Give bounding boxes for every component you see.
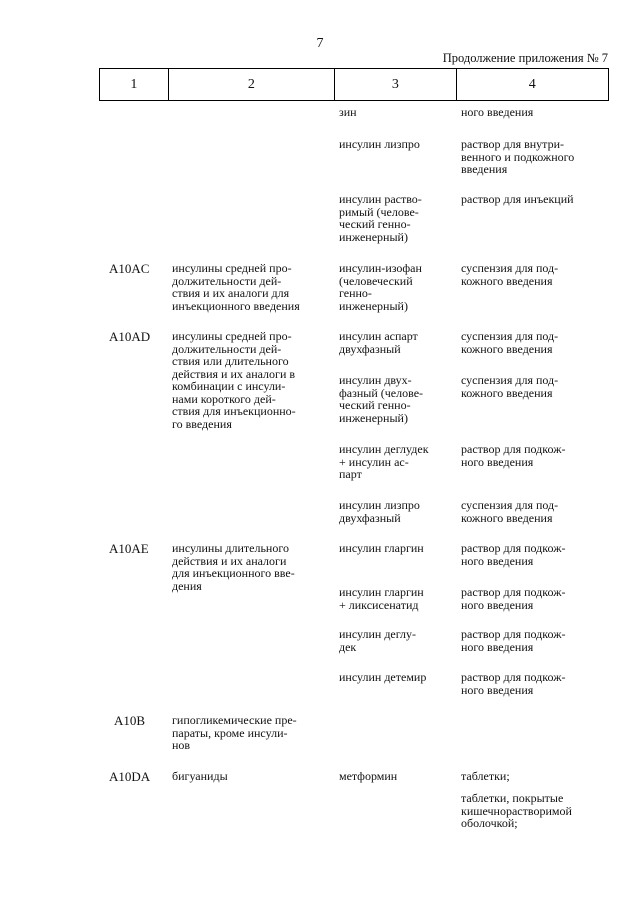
table-cell-form: раствор для подкож- ного введения (461, 627, 566, 654)
header-col-4: 4 (528, 76, 536, 92)
table-cell-substance: зин (339, 105, 357, 119)
table-cell-code: A10DA (109, 769, 151, 784)
table-cell-substance: инсулин детемир (339, 670, 427, 684)
table-cell-group: бигуаниды (172, 769, 228, 783)
table-cell-substance: инсулин гларгин (339, 541, 424, 555)
table-cell-form: таблетки; (461, 769, 510, 783)
table-cell-form: суспензия для под- кожного введения (461, 261, 559, 288)
header-col-2: 2 (169, 69, 335, 100)
table-cell-substance: инсулин деглу- дек (339, 627, 417, 654)
table-cell-substance: инсулин двух- фазный (челове- ческий генно- инженерный) (339, 373, 424, 425)
table-cell-substance: инсулин раство- римый (челове- ческий генно- инженерный) (339, 192, 422, 244)
table-cell-substance: инсулин лизпро двухфазный (339, 498, 420, 525)
header-col-1: 1 (100, 69, 169, 100)
page-number: 7 (316, 36, 324, 51)
table-cell-code: A10AD (109, 329, 151, 344)
table-cell-form: суспензия для под- кожного введения (461, 329, 559, 356)
table-cell-form: раствор для инъекций (461, 192, 574, 206)
table-cell-group: гипогликемические пре- параты, кроме инсули- нов (172, 713, 297, 752)
table-cell-code: A10AE (109, 541, 149, 556)
table-cell-code: A10AC (109, 261, 150, 276)
table-cell-substance: метформин (339, 769, 398, 783)
table-cell-substance: инсулин гларгин + ликсисенатид (339, 585, 424, 612)
table-cell-form: раствор для внутри- венного и подкожного введения (461, 137, 575, 176)
table-cell-form: раствор для подкож- ного введения (461, 541, 566, 568)
table-cell-substance: инсулин аспарт двухфазный (339, 329, 418, 356)
table-cell-group: инсулины средней про- должительности дей- ствия и их аналоги для инъекционного введения (172, 261, 300, 313)
table-cell-form: таблетки, покрытые кишечнорастворимой оболочкой; (461, 791, 572, 830)
table-header (99, 68, 609, 101)
table-cell-substance: инсулин-изофан (человеческий генно- инженерный) (339, 261, 422, 313)
table-cell-form: раствор для подкож- ного введения (461, 670, 566, 697)
table-cell-form: суспензия для под- кожного введения (461, 373, 559, 400)
table-cell-form: ного введения (461, 105, 534, 119)
table-cell-code: A10B (114, 713, 146, 728)
table-cell-substance: инсулин деглудек + инсулин ас- парт (339, 442, 429, 481)
continuation-label: Продолжение приложения № 7 (442, 51, 608, 65)
table-cell-form: раствор для подкож- ного введения (461, 442, 566, 469)
table-cell-form: суспензия для под- кожного введения (461, 498, 559, 525)
header-col-3: 3 (335, 69, 457, 100)
table-cell-substance: инсулин лизпро (339, 137, 420, 151)
table-cell-group: инсулины длительного действия и их аналоги для инъекционного вве- дения (172, 541, 295, 593)
table-cell-group: инсулины средней про- должительности дей- ствия или длительного действия и их аналоги в комбинации с инсули- нами короткого дей- ствия для инъекционно- го введения (172, 329, 296, 431)
table-cell-form: раствор для подкож- ного введения (461, 585, 566, 612)
